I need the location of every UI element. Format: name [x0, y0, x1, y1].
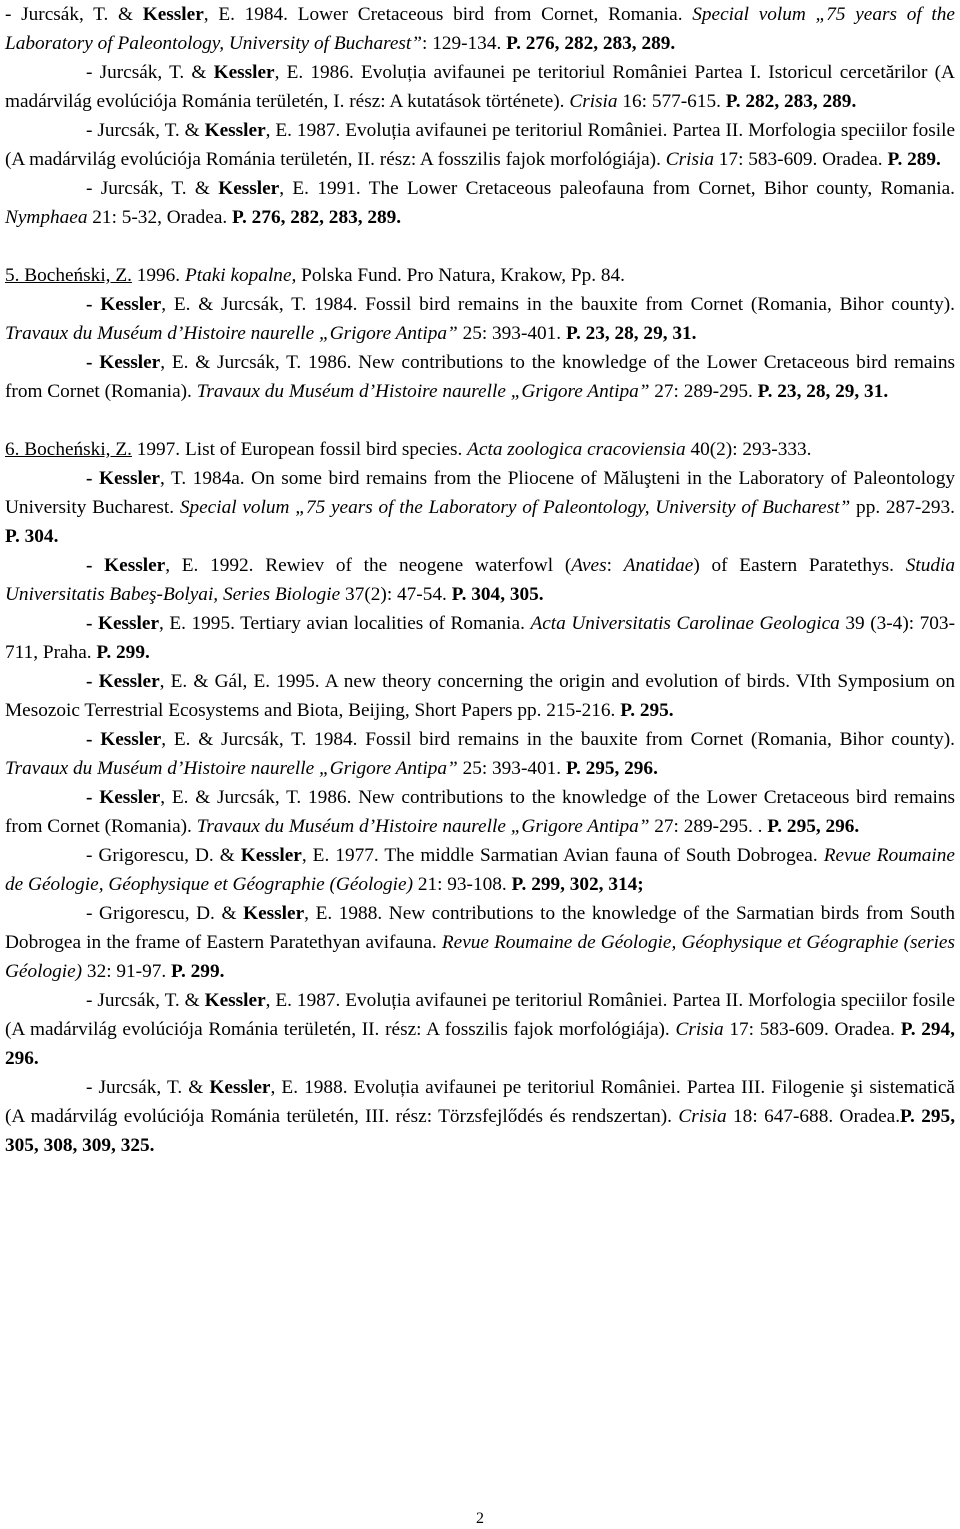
entry-text: - Jurcsák, T. &: [86, 62, 214, 83]
bold-text: - Kessler: [86, 671, 160, 692]
reference-entry: [5, 551, 955, 609]
bold-text: P. 304, 305.: [451, 584, 544, 605]
reference-entry: [5, 1073, 955, 1160]
entry-text: , E. 1986. Evoluția avifaunei pe teritoriul României Partea I. Istoricul cercetărilor (A madárvilág evolúciója Románia területén, I. rész: A kutatások története).: [5, 62, 955, 112]
document-page: [5, 0, 955, 1160]
entry-text: 17: 583-609. Oradea.: [723, 1019, 901, 1040]
entry-text: , E. 1988. New contributions to the knowledge of the Sarmatian birds from South Dobrogea in the frame of Eastern Paratethyan avifauna.: [5, 903, 955, 953]
entry-text: 27: 289-295. .: [649, 816, 768, 837]
bold-text: Kessler: [213, 62, 275, 83]
bold-text: - Kessler: [86, 468, 160, 489]
italic-title: Travaux du Muséum d’Histoire naurelle „Grigore Antipa”: [196, 816, 650, 837]
entry-text: 1997. List of European fossil bird species.: [131, 439, 468, 460]
bold-text: P. 295, 296.: [767, 816, 860, 837]
italic-title: Travaux du Muséum d’Histoire naurelle „Grigore Antipa”: [5, 323, 458, 344]
italic-title: Anatidae: [623, 555, 694, 576]
entry-text: : 129-134.: [422, 33, 507, 54]
entry-text: 21: 5-32, Oradea.: [87, 207, 233, 228]
reference-entry: [5, 899, 955, 986]
entry-text: 17: 583-609. Oradea.: [713, 149, 888, 170]
bold-text: Kessler: [209, 1077, 271, 1098]
entry-text: , E. 1988. Evoluția avifaunei pe teritoriul României. Partea III. Filogenie şi sistematică (A madárvilág evolúciója Románia területén, III. rész: Törzsfejlődés és rendszertan).: [5, 1077, 955, 1127]
italic-title: Special volum „75 years of the Laboratory of Paleontology, University of Bucharest”: [179, 497, 851, 518]
bold-text: - Kessler: [86, 613, 160, 634]
section-heading: 6. Bocheński, Z.: [5, 439, 132, 460]
entry-spacer: [5, 406, 955, 435]
reference-entry: [5, 58, 955, 116]
entry-text: :: [606, 555, 624, 576]
italic-title: Special volum „75 years of the Laboratory of Paleontology, University of Bucharest”: [5, 4, 955, 54]
bold-text: P. 23, 28, 29, 31.: [757, 381, 889, 402]
bold-text: Kessler: [218, 178, 280, 199]
entry-text: 37(2): 47-54.: [340, 584, 452, 605]
entry-text: , E. 1995. Tertiary avian localities of Romania.: [159, 613, 531, 634]
reference-entry: [5, 116, 955, 174]
entry-text: ) of Eastern Paratethys.: [693, 555, 906, 576]
entry-text: 21: 93-108.: [413, 874, 512, 895]
italic-title: Studia Universitatis Babeş-Bolyai, Series Biologie: [5, 555, 955, 605]
bold-text: - Kessler: [86, 787, 161, 808]
bold-text: P. 276, 282, 283, 289.: [232, 207, 402, 228]
reference-entry: [5, 841, 955, 899]
bold-text: P. 304.: [5, 526, 59, 547]
italic-title: Acta zoologica cracoviensia: [467, 439, 686, 460]
entry-text: , E. 1992. Rewiev of the neogene waterfowl (: [165, 555, 572, 576]
entry-text: 27: 289-295.: [649, 381, 758, 402]
bold-text: - Kessler: [86, 352, 161, 373]
reference-entry: [5, 783, 955, 841]
italic-title: Travaux du Muséum d’Histoire naurelle „Grigore Antipa”: [196, 381, 650, 402]
entry-text: - Jurcsák, T. &: [86, 990, 205, 1011]
bold-text: Kessler: [204, 990, 266, 1011]
bold-text: P. 289.: [887, 149, 941, 170]
entry-text: 25: 393-401.: [457, 323, 566, 344]
entry-text: , E. & Jurcsák, T. 1986. New contributions to the knowledge of the Lower Cretaceous bird remains from Cornet (Romania).: [5, 352, 956, 402]
bold-text: P. 294, 296.: [5, 1019, 955, 1069]
italic-title: Nymphaea: [5, 207, 88, 228]
bold-text: P. 23, 28, 29, 31.: [565, 323, 697, 344]
entry-text: - Grigorescu, D. &: [86, 903, 244, 924]
entry-text: 18: 647-688. Oradea.: [726, 1106, 901, 1127]
entry-text: , E. 1991. The Lower Cretaceous paleofauna from Cornet, Bihor county, Romania.: [279, 178, 955, 199]
entry-text: Polska Fund. Pro Natura, Krakow, Pp. 84.: [296, 265, 625, 286]
entry-text: 32: 91-97.: [82, 961, 172, 982]
entry-text: , E. 1987. Evoluția avifaunei pe teritoriul României. Partea II. Morfologia speciilor fosile (A madárvilág evolúciója Románia területén, II. rész: A fosszilis fajok morfológiája).: [5, 990, 956, 1040]
reference-entry: [5, 261, 955, 290]
reference-entry: [5, 348, 955, 406]
entry-text: 16: 577-615.: [617, 91, 726, 112]
entry-text: , E. & Jurcsák, T. 1986. New contributions to the knowledge of the Lower Cretaceous bird remains from Cornet (Romania).: [5, 787, 956, 837]
bold-text: P. 276, 282, 283, 289.: [506, 33, 676, 54]
bold-text: P. 299, 302, 314;: [511, 874, 644, 895]
entry-text: , E. 1987. Evoluția avifaunei pe teritoriul României. Partea II. Morfologia speciilor fosile (A madárvilág evolúciója Románia területén, II. rész: A fosszilis fajok morfológiája).: [5, 120, 956, 170]
italic-title: Ptaki kopalne,: [184, 265, 297, 286]
reference-entry: [5, 290, 955, 348]
entry-text: , E. & Jurcsák, T. 1984. Fossil bird remains in the bauxite from Cornet (Romania, Bihor county).: [161, 294, 955, 315]
page-number: 2: [476, 1510, 484, 1527]
bold-text: P. 299.: [171, 961, 225, 982]
entry-text: pp. 287-293.: [850, 497, 955, 518]
entry-text: 39 (3-4): 703-711, Praha.: [5, 613, 955, 663]
italic-title: Acta Universitatis Carolinae Geologica: [530, 613, 840, 634]
italic-title: Revue Roumaine de Géologie, Géophysique et Géographie (series Géologie): [5, 932, 955, 982]
bold-text: P. 295, 305, 308, 309, 325.: [5, 1106, 956, 1156]
bold-text: Kessler: [204, 120, 266, 141]
italic-title: Revue Roumaine de Géologie, Géophysique et Géographie (Géologie): [5, 845, 955, 895]
bold-text: P. 299.: [96, 642, 150, 663]
entry-text: , E. 1984. Lower Cretaceous bird from Cornet, Romania.: [203, 4, 693, 25]
reference-entry: [5, 0, 955, 58]
reference-entry: [5, 435, 955, 464]
bold-text: - Kessler: [86, 729, 162, 750]
entry-text: 1996.: [131, 265, 185, 286]
section-heading: 5. Bocheński, Z.: [5, 265, 132, 286]
reference-entry: [5, 725, 955, 783]
italic-title: Crisia: [665, 149, 714, 170]
entry-text: , T. 1984a. On some bird remains from the Pliocene of Măluşteni in the Laboratory of Paleontology University Bucharest.: [5, 468, 955, 518]
entry-text: - Jurcsák, T. &: [86, 120, 205, 141]
italic-title: Travaux du Muséum d’Histoire naurelle „Grigore Antipa”: [5, 758, 458, 779]
entry-text: , E. & Jurcsák, T. 1984. Fossil bird remains in the bauxite from Cornet (Romania, Bihor county).: [161, 729, 955, 750]
entry-text: - Grigorescu, D. &: [86, 845, 241, 866]
reference-entry: [5, 986, 955, 1073]
reference-entry: [5, 609, 955, 667]
entry-text: , E. 1977. The middle Sarmatian Avian fauna of South Dobrogea.: [301, 845, 824, 866]
entry-text: , E. & Gál, E. 1995. A new theory concerning the origin and evolution of birds. VIth Symposium on Mesozoic Terrestrial Ecosystems and Biota, Beijing, Short Papers pp. 215-216.: [5, 671, 955, 721]
entry-text: 25: 393-401.: [457, 758, 566, 779]
bold-text: P. 282, 283, 289.: [725, 91, 857, 112]
bold-text: - Kessler: [86, 555, 166, 576]
bold-text: - Kessler: [86, 294, 162, 315]
reference-entry: [5, 464, 955, 551]
italic-title: Crisia: [675, 1019, 724, 1040]
entry-text: - Jurcsák, T. &: [86, 1077, 210, 1098]
reference-entry: [5, 667, 955, 725]
italic-title: Crisia: [569, 91, 618, 112]
entry-text: 40(2): 293-333.: [685, 439, 812, 460]
bold-text: P. 295, 296.: [565, 758, 658, 779]
entry-text: - Jurcsák, T. &: [86, 178, 219, 199]
italic-title: Crisia: [678, 1106, 727, 1127]
bold-text: Kessler: [240, 845, 302, 866]
bold-text: Kessler: [243, 903, 305, 924]
entry-spacer: [5, 232, 955, 261]
bold-text: P. 295.: [620, 700, 674, 721]
entry-text: - Jurcsák, T. &: [5, 4, 143, 25]
reference-entry: [5, 174, 955, 232]
bold-text: Kessler: [142, 4, 204, 25]
italic-title: Aves: [571, 555, 607, 576]
